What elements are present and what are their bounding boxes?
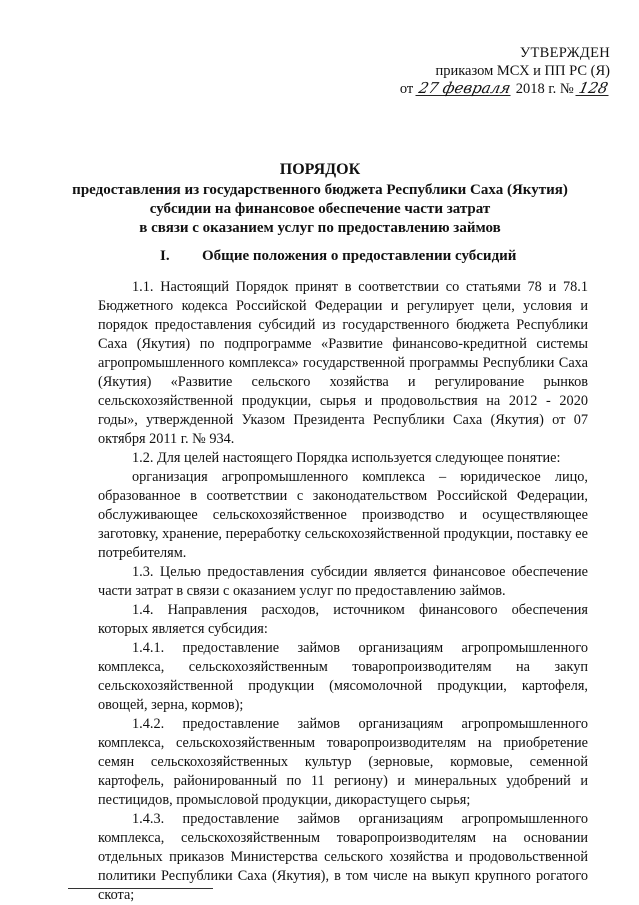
paragraph-definition: организация агропромышленного комплекса – юридическое лицо, образованное в соответствии с законодательством Российской Федерации, обслуживающее сельскохозяйственное производство и осуществляющее заготовку, хранение, переработку сельскохозяйственной продукции, поставку ее потребителям. xyxy=(98,469,588,561)
footnote-divider xyxy=(68,888,213,889)
title-line-2: субсидии на финансовое обеспечение части затрат xyxy=(149,201,491,217)
paragraph-1-4-2: 1.4.2. предоставление займов организациям агропромышленного комплекса, сельскохозяйственным товаропроизводителям на приобретение семян сельскохозяйственных культур (зерновые, кормовые, семенной картофель, районированный по 11 региону) и минеральных удобрений и пестицидов, промысловой продукции, дикорастущего сырья; xyxy=(98,716,588,808)
paragraph-1-4: 1.4. Направления расходов, источником финансового обеспечения которых является субсидия: xyxy=(98,602,588,637)
date-prefix: от xyxy=(399,81,414,97)
paragraph-1-1: 1.1. Настоящий Порядок принят в соответствии со статьями 78 и 78.1 Бюджетного кодекса Российской Федерации и регулирует цели, условия и порядок предоставления субсидий из государственного бюджета Республики Саха (Якутия) по подпрограмме «Развитие финансово-кредитной системы агропромышленного комплекса» государственной программы Республики Саха (Якутия) «Развитие сельского хозяйства и регулирование рынков сельскохозяйственной продукции, сырья и продовольствия на 2012 - 2020 годы», утвержденной Указом Президента Республики Саха (Якутия) от 07 октября 2011 г. № 934. xyxy=(98,279,588,447)
document-title xyxy=(60,160,580,238)
handwritten-order-number: 128 xyxy=(577,79,611,97)
approval-order-line: приказом МСХ и ПП РС (Я) xyxy=(435,63,610,79)
title-line-1: предоставления из государственного бюджета Республики Саха (Якутия) xyxy=(72,182,568,198)
paragraph-1-2: 1.2. Для целей настоящего Порядка используется следующее понятие: xyxy=(132,450,561,466)
approval-date-line xyxy=(360,80,610,98)
paragraph-1-4-3: 1.4.3. предоставление займов организациям агропромышленного комплекса, сельскохозяйственным товаропроизводителям на основании отдельных приказов Министерства сельского хозяйства и продовольственной политики Республики Саха (Якутия), в том числе на выкуп крупного рогатого скота; xyxy=(98,811,588,903)
handwritten-date: 27 февраля xyxy=(417,79,513,97)
title-heading: ПОРЯДОК xyxy=(279,161,361,178)
year-number-label: 2018 г. № xyxy=(515,81,574,97)
paragraph-1-3: 1.3. Целью предоставления субсидии является финансовое обеспечение части затрат в связи с оказанием услуг по предоставлению займов. xyxy=(98,564,588,599)
approval-title: УТВЕРЖДЕН xyxy=(519,45,610,61)
section-number: I. xyxy=(160,248,170,264)
section-title: Общие положения о предоставлении субсидий xyxy=(202,248,517,264)
approval-stamp xyxy=(360,44,610,98)
document-body xyxy=(98,278,588,905)
title-line-3: в связи с оказанием услуг по предоставлению займов xyxy=(139,220,501,236)
paragraph-1-4-1: 1.4.1. предоставление займов организациям агропромышленного комплекса, сельскохозяйственным товаропроизводителям на закуп сельскохозяйственной продукции (мясомолочной продукции, картофеля, овощей, зерна, кормов); xyxy=(98,640,588,713)
section-heading xyxy=(160,248,516,265)
